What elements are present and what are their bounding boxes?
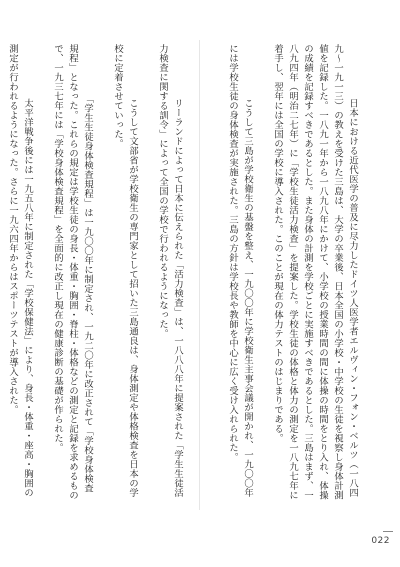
paragraph: 太平洋戦争後には一九五八年に制定された「学校保健法」により、身長・体重・座高・胸囲の測定が行われるようになった。さらに一九六四年からはスポーツテストが導入された。 (7, 44, 33, 498)
paragraph: 日本における近代医学の普及に尽力したドイツ人医学者エルヴィン・フォン・ベルツ（一八四九～一九一三）の教えを受けた三島は、大学の卒業後、日本全国の小学校・中学校の生徒を視察し身体計測値を記録した。一八九一年から一八九八年にかけて、小学校の授業時間の間に体操の時間をとり入れ、体操の成績を記録すべきであるとした。また身体の計測を学校ごとに実施すべきであるとした。三島はまず、一八九四年（明治二七年）に「学校生徒活力検査」を提案した。学校生徒の体格と体力の測定を一八九七年に着手し、翌年には全国の学校に導入された。このことが現在の体力テストのはじまりである。 (272, 44, 358, 500)
paragraph: 「学生生徒身体検査規程」は一九〇〇年に制定され、一九二〇年に改正されて「学校身体検査規程」となった。これらの規定は学校生徒の身長・体重・胸囲・脊柱・体格などの測定と記録を求めるもので、一九三七年には「学校身体検査規程」を全面的に改正し現在の健康診断の基礎が作られた。 (52, 44, 93, 500)
paragraph: こうして三島が学校衛生の基盤を整え、一九〇〇年に学校衛生主事会議が開かれ、一九〇〇年には学校生徒の身体検査が実施された。三島の方針は学校長や教師を中心に広く受け入れられた。 (227, 44, 253, 498)
folio-rule (383, 531, 393, 532)
paragraph: こうして文部省が学校衛生の専門家として招いた三島通良は、身体測定や体格検査を日本の学校に定着させていった。 (112, 44, 138, 498)
text-column-left (7, 44, 200, 502)
paragraph: リーランドによって日本に伝えられた「活力検査」は、一八八八年に提案された「学生生徒活力検査に関する訓令」によって全国の学校で行われるようになった。 (157, 44, 183, 498)
page-number: 022 (371, 536, 390, 546)
text-column-right (205, 44, 375, 502)
